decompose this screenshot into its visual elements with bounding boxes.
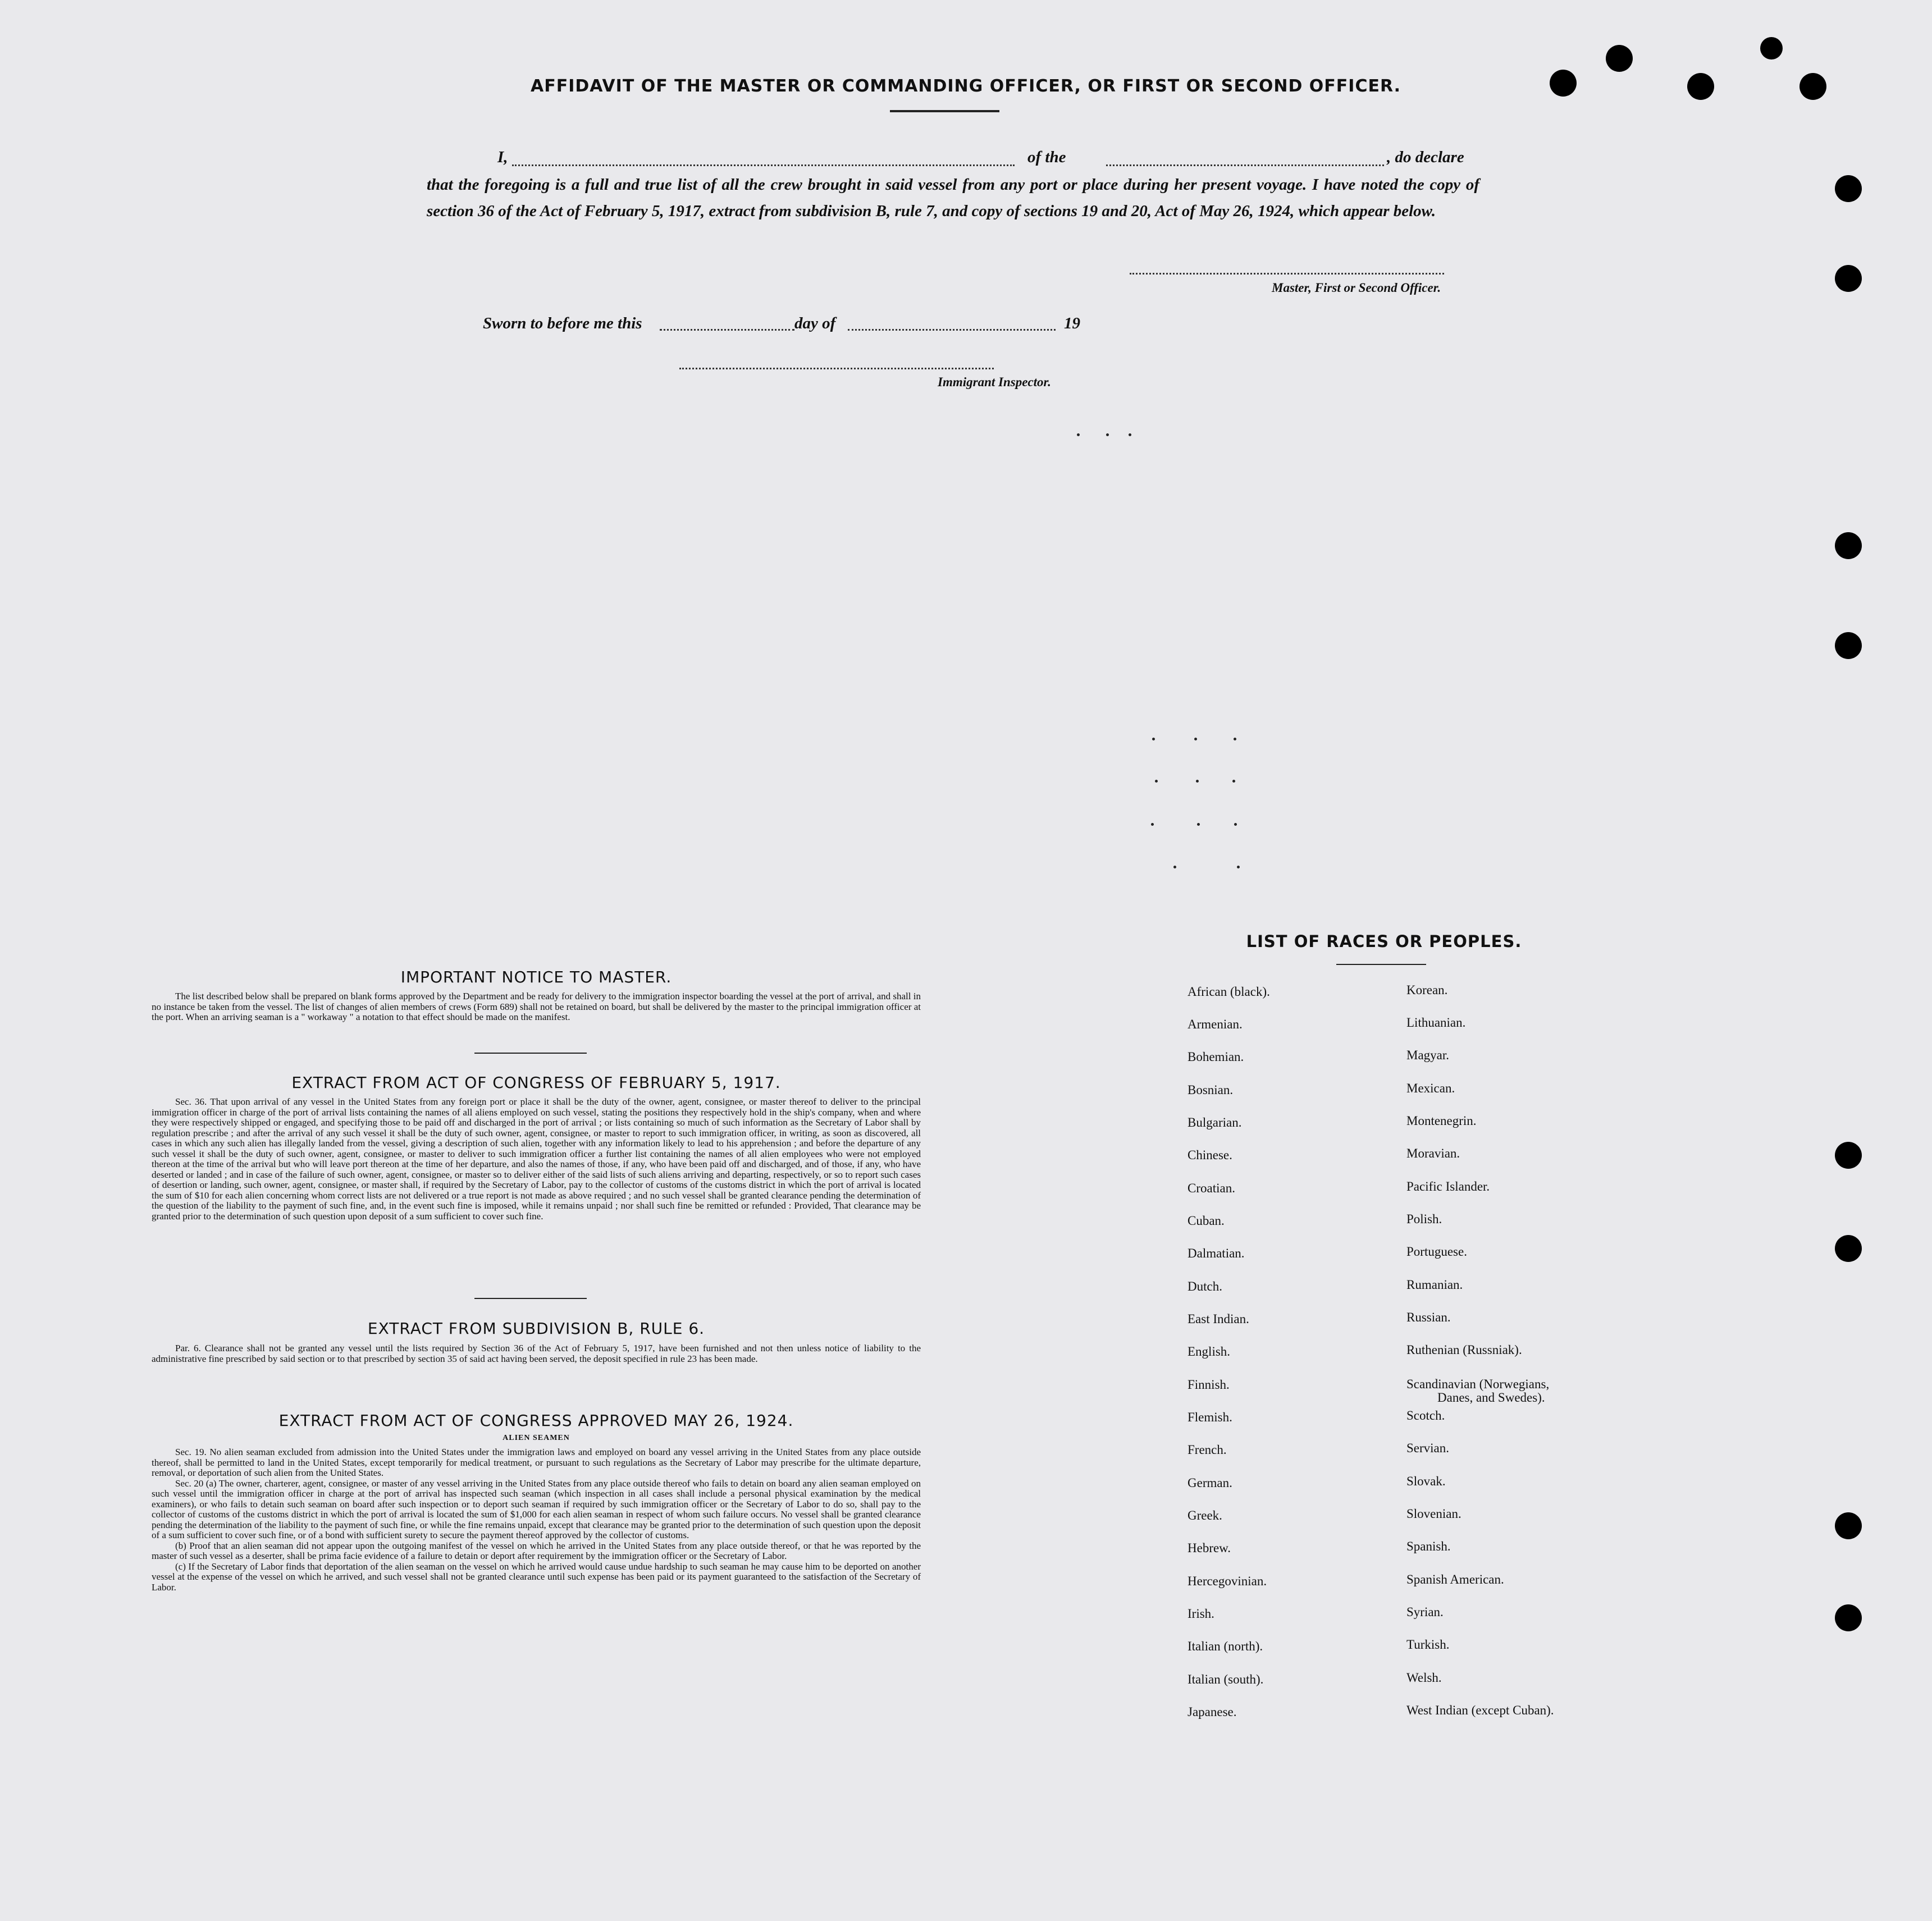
race-item: Rumanian. — [1406, 1278, 1463, 1292]
race-item: Hebrew. — [1187, 1541, 1231, 1555]
extract-1917-title: EXTRACT FROM ACT OF CONGRESS OF FEBRUARY 5, 1917. — [291, 1073, 781, 1092]
scan-speck — [1234, 738, 1236, 740]
scan-speck — [1173, 866, 1176, 868]
affidavit-paragraph: that the foregoing is a full and true list of all the crew brought in said vessel from any port or place during her present voyage. I have noted the copy of section 36 of the Act of February 5, 1917, extract from subdivision B, rule 7, and copy of sections 19 and 20, Act of May 26, 1924, which appear below. — [427, 176, 1479, 220]
extract-1917-body — [152, 1097, 921, 1222]
race-item: Moravian. — [1406, 1146, 1460, 1160]
race-item: Montenegrin. — [1406, 1114, 1477, 1128]
race-item: Scandinavian (Norwegians, — [1406, 1377, 1550, 1391]
scan-speck — [1077, 433, 1080, 436]
race-item: English. — [1187, 1344, 1231, 1359]
race-item: East Indian. — [1187, 1312, 1249, 1326]
race-item: Lithuanian. — [1406, 1016, 1466, 1030]
sworn-month-line[interactable] — [848, 329, 1056, 331]
race-item: Syrian. — [1406, 1605, 1444, 1619]
affidavit-declare-label: , do declare — [1387, 148, 1464, 166]
race-item: Spanish. — [1406, 1539, 1451, 1553]
alien-seamen-subtitle: ALIEN SEAMEN — [503, 1434, 570, 1442]
punch-hole — [1687, 73, 1714, 100]
punch-hole — [1835, 175, 1862, 202]
race-item: Bohemian. — [1187, 1050, 1244, 1064]
race-item: Turkish. — [1406, 1638, 1450, 1652]
sworn-year: 19 — [1064, 314, 1080, 332]
notice-body — [152, 991, 921, 1023]
section-36-paragraph: Sec. 36. That upon arrival of any vessel in the United States from any foreign port or place it shall be the duty of the owner, agent, consignee, or master thereof to deliver to the principal immigration officer in charge of the port of arrival lists containing the names of all aliens employed on such vessel, stating the positions they respectively hold in the ship's company, when and where they were respectively shipped or engaged, and specifying those to be paid off and discharged in the port of arrival ; or lists containing so much of such information as the Secretary of Labor shall by regulation prescribe ; and after the arrival of any such vessel it shall be the duty of such owner, agent, consignee, or master to report to such immigration officer, in writing, as soon as discovered, all cases in which any such alien has illegally landed from the vessel, giving a description of such alien, together with any information likely to lead to his apprehension ; and before the departure of any such vessel it shall be the duty of such owner, agent, consignee, or master to deliver to such immigration officer a further list containing the names of all alien employees who were not employed thereon at the time of the arrival but who will leave port thereon at the time of her departure, and also the names of those, if any, who have been paid off and discharged, and of those, if any, who have deserted or landed ; and in case of the failure of such owner, agent, consignee, or master so to deliver either of the said lists of such aliens arriving and departing, respectively, or so to report such cases of desertion or landing, such owner, agent, consignee, or master shall, if required by the Secretary of Labor, pay to the collector of customs of the customs district in which the port of arrival is located the sum of $10 for each alien concerning whom correct lists are not delivered or a true report is not made as above required ; and no such vessel shall be granted clearance pending the determination of the question of the liability to the payment of such fine, and, in the event such fine is imposed, while it remains unpaid ; nor shall such fine be remitted or refunded : Provided, That clearance may be granted prior to the determination of such question upon deposit of a sum sufficient to cover such fine. — [152, 1096, 921, 1222]
extract-1917-rule — [474, 1298, 587, 1299]
extract-rule6-body — [152, 1343, 921, 1364]
inspector-label: Immigrant Inspector. — [938, 375, 1051, 389]
affidavit-title: AFFIDAVIT OF THE MASTER OR COMMANDING OFFICER, OR FIRST OR SECOND OFFICER. — [530, 76, 1401, 96]
race-item: Magyar. — [1406, 1048, 1450, 1062]
punch-hole — [1835, 632, 1862, 659]
race-item: Servian. — [1406, 1441, 1450, 1455]
race-item: Spanish American. — [1406, 1572, 1504, 1586]
notice-rule — [474, 1053, 587, 1054]
notice-paragraph: The list described below shall be prepared on blank forms approved by the Department and be ready for delivery to the immigration inspector boarding the vessel at the port of arrival, and shall in no instance be taken from the vessel. The list of changes of alien members of crews (Form 689) shall not be retained on board, but shall be delivered by the master to the principal immigration officer at the port. When an arriving seaman is a " workaway " a notation to that effect should be made on the manifest. — [152, 991, 921, 1022]
races-title: LIST OF RACES OR PEOPLES. — [1246, 932, 1522, 951]
races-title-rule — [1336, 964, 1426, 965]
scan-speck — [1155, 780, 1158, 783]
race-item: Polish. — [1406, 1212, 1442, 1226]
section-19-paragraph: Sec. 19. No alien seaman excluded from admission into the United States under the immigration laws and employed on board any vessel arriving in the United States from any place outside thereof, shall be permitted to land in the United States, except temporarily for medical treatment, or pursuant to such regulations as the Secretary of Labor may prescribe for the ultimate departure, removal, or deportation of such alien from the United States. — [152, 1447, 921, 1478]
scan-speck — [1106, 433, 1109, 436]
race-item: Greek. — [1187, 1508, 1222, 1522]
inspector-signature-line[interactable] — [679, 368, 994, 369]
race-item: Bosnian. — [1187, 1083, 1234, 1097]
race-item: French. — [1187, 1443, 1227, 1457]
race-item: Welsh. — [1406, 1671, 1442, 1685]
scan-speck — [1194, 738, 1197, 740]
sworn-day-of: day of — [794, 314, 836, 332]
scan-speck — [1234, 823, 1237, 826]
race-item: Croatian. — [1187, 1181, 1235, 1195]
punch-hole — [1606, 45, 1633, 72]
section-20c-paragraph: (c) If the Secretary of Labor finds that deportation of the alien seaman on the vessel on which he arrived would cause undue hardship to such seaman he may cause him to be deported on another vessel at the expense of the vessel on which he arrived, and such vessel shall not be granted clearance until such expense has been paid or its payment guaranteed to the satisfaction of the Secretary of Labor. — [152, 1561, 921, 1593]
race-item: Scotch. — [1406, 1408, 1445, 1423]
scan-speck — [1129, 433, 1131, 436]
scan-speck — [1152, 738, 1155, 740]
race-item: Chinese. — [1187, 1148, 1232, 1162]
punch-hole — [1835, 1235, 1862, 1262]
affidavit-of-the-label: of the — [1027, 148, 1066, 166]
race-item: Bulgarian. — [1187, 1115, 1242, 1129]
punch-hole — [1799, 73, 1826, 100]
section-20a-paragraph: Sec. 20 (a) The owner, charterer, agent, consignee, or master of any vessel arriving in the United States from any place outside thereof who fails to detain on board any alien seaman employed on such vessel until the immigration officer in charge at the port of arrival has inspected such seaman (which inspection in all cases shall include a personal physical examination by the medical examiners), or who fails to detain such seaman on board after such inspection or to deport such seaman if required by such immigration officer or the Secretary of Labor to do so, shall pay to the collector of customs of the customs district in which the port of arrival is located the sum of $1,000 for each alien seaman in respect of whom such failure occurs. No vessel shall be granted clearance pending the determination of the liability to the payment of such fine, or while the fine remains unpaid, except that clearance may be granted prior to the determination of such question upon the deposit of a sum sufficient to cover such fine, or of a bond with sufficient surety to secure the payment thereof approved by the collector of customs. — [152, 1478, 921, 1540]
scan-speck — [1197, 823, 1200, 826]
race-item: Flemish. — [1187, 1410, 1232, 1424]
scan-speck — [1196, 780, 1199, 783]
scan-speck — [1237, 866, 1240, 868]
race-item: Italian (north). — [1187, 1639, 1263, 1653]
punch-hole — [1835, 1604, 1862, 1631]
affidavit-i-label: I, — [497, 148, 508, 166]
punch-hole — [1835, 532, 1862, 559]
race-item: Japanese. — [1187, 1705, 1237, 1719]
race-item: Portuguese. — [1406, 1245, 1467, 1259]
scan-speck — [1151, 823, 1154, 826]
declarant-name-line[interactable] — [512, 164, 1015, 166]
sworn-day-line[interactable] — [660, 329, 794, 331]
race-item: Cuban. — [1187, 1214, 1225, 1228]
scan-speck — [1232, 780, 1235, 783]
race-item: German. — [1187, 1476, 1232, 1490]
vessel-name-line[interactable] — [1106, 164, 1384, 166]
punch-hole — [1550, 70, 1577, 97]
master-signature-label: Master, First or Second Officer. — [1272, 281, 1441, 295]
race-item: Russian. — [1406, 1310, 1451, 1324]
extract-1924-title: EXTRACT FROM ACT OF CONGRESS APPROVED MAY 26, 1924. — [278, 1411, 794, 1430]
race-item: African (black). — [1187, 985, 1270, 999]
race-item: Pacific Islander. — [1406, 1179, 1490, 1193]
extract-rule6-title: EXTRACT FROM SUBDIVISION B, RULE 6. — [367, 1319, 705, 1338]
race-item: Slovenian. — [1406, 1507, 1461, 1521]
punch-hole — [1760, 37, 1783, 60]
punch-hole — [1835, 1512, 1862, 1539]
race-item: Armenian. — [1187, 1017, 1243, 1031]
sworn-prefix: Sworn to before me this — [483, 314, 642, 332]
punch-hole — [1835, 1142, 1862, 1169]
punch-hole — [1835, 265, 1862, 292]
race-item: Hercegovinian. — [1187, 1574, 1267, 1588]
race-item: Dalmatian. — [1187, 1246, 1245, 1260]
race-item: Dutch. — [1187, 1279, 1222, 1293]
race-item: Mexican. — [1406, 1081, 1455, 1095]
race-item: Ruthenian (Russniak). — [1406, 1343, 1522, 1357]
rule6-paragraph: Par. 6. Clearance shall not be granted any vessel until the lists required by Section 36 of the Act of February 5, 1917, have been furnished and not then unless notice of liability to the administrative fine prescribed by said section or to that prescribed by section 35 of said act having been served, the deposit specified in rule 23 has been made. — [152, 1343, 921, 1364]
race-item: Slovak. — [1406, 1474, 1446, 1488]
affidavit-title-rule — [890, 110, 999, 112]
race-item-continuation: Danes, and Swedes). — [1437, 1391, 1545, 1405]
race-item: Korean. — [1406, 983, 1448, 997]
extract-1924-body — [152, 1447, 921, 1593]
master-signature-line[interactable] — [1130, 273, 1444, 275]
race-item: Finnish. — [1187, 1378, 1230, 1392]
race-item: Irish. — [1187, 1607, 1214, 1621]
notice-title: IMPORTANT NOTICE TO MASTER. — [400, 968, 672, 986]
race-item: West Indian (except Cuban). — [1406, 1703, 1554, 1717]
race-item: Italian (south). — [1187, 1672, 1264, 1686]
section-20b-paragraph: (b) Proof that an alien seaman did not appear upon the outgoing manifest of the vessel on which he arrived in the United States from any place outside thereof, or that he was reported by the master of such vessel as a deserter, shall be prima facie evidence of a failure to detain or deport after requirement by the immigration officer or the Secretary of Labor. — [152, 1540, 921, 1561]
